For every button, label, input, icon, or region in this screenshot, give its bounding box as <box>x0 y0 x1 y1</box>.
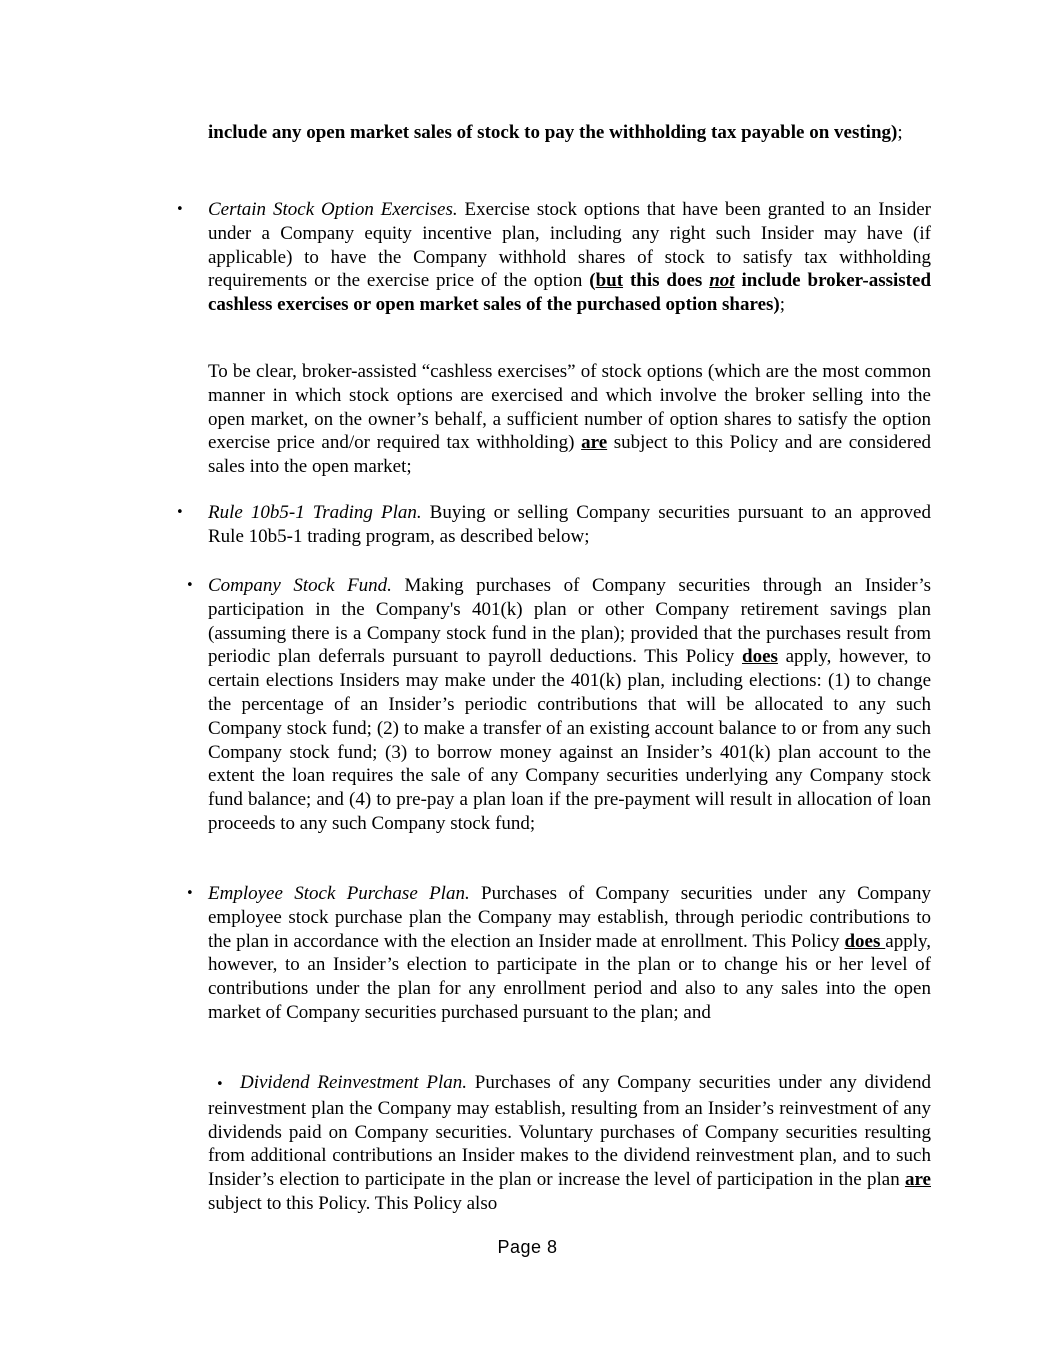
rule-plan-body: Buying or selling Company securities pursuant to an approved Rule 10b5-1 trading program, as described below; <box>208 502 931 547</box>
stock-option-bold-clause: (but this does not include broker-assisted cashless exercises or open market sales of the purchased option shares) <box>208 270 932 316</box>
stock-option-paragraph: Certain Stock Option Exercises. Exercise stock options that have been granted to an Insider under a Company equity incentive plan, including any right such Insider may have (if applicable) to have the Company withhold shares of stock to satisfy tax withholding requirements or the exercise price of the option (but this does not include broker-assisted cashless exercises or open market sales of the purchased option shares); <box>208 199 932 316</box>
emphasis-are: are <box>581 432 608 454</box>
bullet-icon: • <box>176 202 184 217</box>
emphasis-does: does <box>742 646 778 668</box>
espp-paragraph: Employee Stock Purchase Plan. Purchases of Company securities under any Company employee stock purchase plan the Company may establish, through periodic contributions to the plan in accordance with the election an Insider made at enrollment. This Policy does apply, however, to an Insider’s election to participate in the plan or to change his or her level of contributions under the plan for any enrollment period and also to any sales into the open market of Company securities purchased pursuant to the plan; and <box>208 883 931 1023</box>
bullet-icon: • <box>186 578 194 593</box>
intro-bold-text: include any open market sales of stock to pay the withholding tax payable on vesting) <box>208 122 898 143</box>
clarification-text: To be clear, broker-assisted “cashless exercises” of stock options (which are the most common manner in which stock options are exercised and which involve the broker selling into the open market, on the owner’s behalf, a sufficient number of option shares to satisfy the option exercise price and/or required tax withholding) <box>208 361 931 454</box>
rule-plan-heading: Rule 10b5-1 Trading Plan. <box>208 502 422 523</box>
intro-paragraph <box>208 121 931 145</box>
emphasis-does: does <box>844 930 886 952</box>
clarification-paragraph: To be clear, broker-assisted “cashless exercises” of stock options (which are the most common manner in which stock options are exercised and which involve the broker selling into the open market, on the owner’s behalf, a sufficient number of option shares to satisfy the option exercise price and/or required tax withholding) are subject to this Policy and are considered sales into the open market; <box>208 361 931 478</box>
page-number: Page 8 <box>497 1237 558 1257</box>
dividend-paragraph: • Dividend Reinvestment Plan. Purchases of any Company securities under any dividend reinvestment plan the Company may establish, resulting from an Insider’s reinvestment of any dividends paid on Company securities. Voluntary purchases of Company securities resulting from additional contributions an Insider makes to the dividend reinvestment plan, and to such Insider’s election to participate in the plan or increase the level of participation in the plan are subject to this Policy. This Policy also <box>208 1072 931 1214</box>
dividend-heading: Dividend Reinvestment Plan. <box>240 1072 468 1093</box>
bullet-icon: • <box>186 886 194 901</box>
stock-fund-heading: Company Stock Fund. <box>208 575 392 596</box>
emphasis-are: are <box>904 1169 931 1191</box>
stock-option-heading: Certain Stock Option Exercises. <box>208 199 458 220</box>
stock-option-body: Exercise stock options that have been granted to an Insider under a Company equity incentive plan, including any right such Insider may have (if applicable) to have the Company withhold shares of stock to satisfy tax withholding requirements or the exercise price of the option <box>208 199 931 292</box>
espp-heading: Employee Stock Purchase Plan. <box>208 883 470 904</box>
emphasis-not: not <box>709 270 735 292</box>
stock-fund-paragraph: Company Stock Fund. Making purchases of Company securities through an Insider’s participation in the Company's 401(k) plan or other Company retirement savings plan (assuming there is a Company stock fund in the plan); provided that the purchases result from periodic plan deferrals pursuant to payroll deductions. This Policy does apply, however, to certain elections Insiders may make under the 401(k) plan, including elections: (1) to change the percentage of an Insider’s periodic contributions that will be allocated to any such Company stock fund; (2) to make a transfer of an existing account balance to or from any such Company stock fund; (3) to borrow money against an Insider’s 401(k) plan account to the extent the loan requires the sale of any Company securities underlying any Company stock fund balance; and (4) to pre-pay a plan loan if the pre-payment will result in allocation of loan proceeds to any such Company stock fund; <box>208 575 931 834</box>
rule-plan-paragraph <box>208 501 931 549</box>
emphasis-but: but <box>595 270 624 292</box>
bullet-icon: • <box>216 1077 224 1092</box>
bullet-icon: • <box>176 505 184 520</box>
intro-tail: ; <box>897 122 903 143</box>
